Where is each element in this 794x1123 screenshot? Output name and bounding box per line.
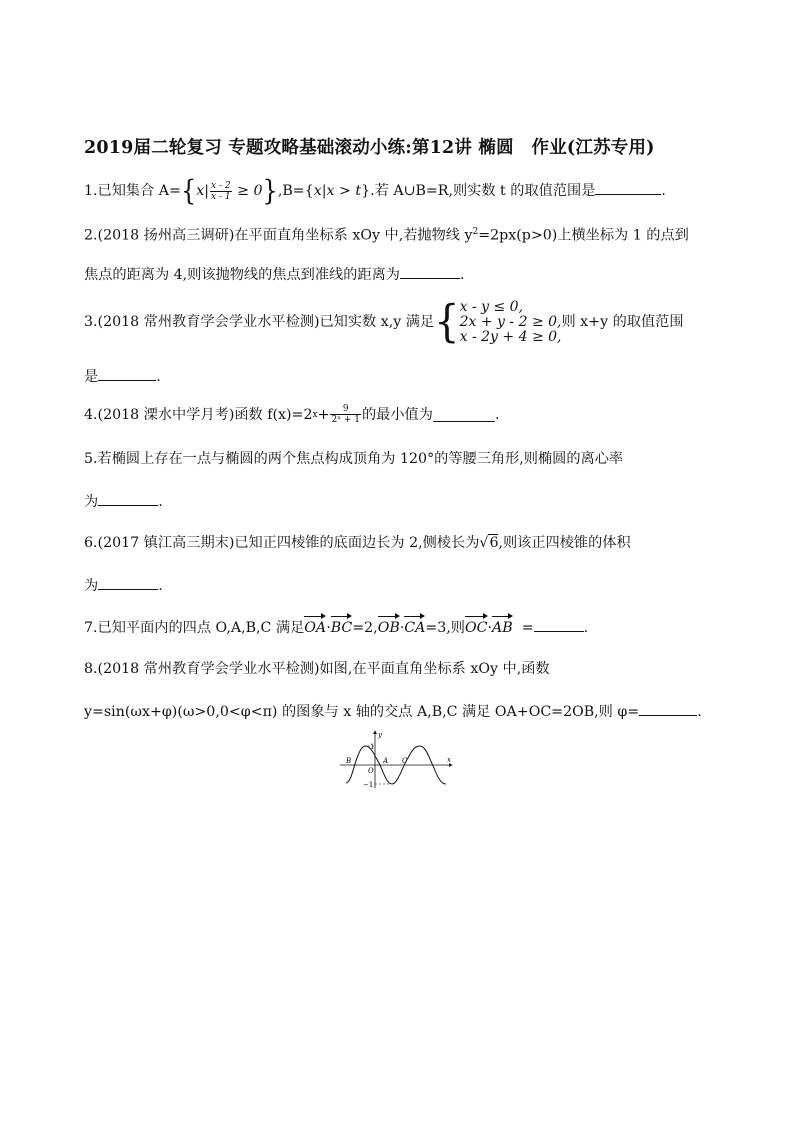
- question-5-cont: [84, 491, 163, 512]
- q3-constraint-2: 2x + y - 2 ≥ 0,: [459, 313, 562, 330]
- q6-radicand: 6: [489, 535, 499, 551]
- question-2-cont: [84, 264, 465, 285]
- dot-2: ·: [399, 620, 405, 636]
- page-title: 2019届二轮复习 专题攻略基础滚动小练:第12讲 椭圆 作业(江苏专用): [84, 138, 655, 158]
- question-6: [84, 533, 631, 553]
- q2-sup: 2: [472, 227, 479, 237]
- vector-bc: BC: [330, 620, 353, 636]
- q7-eq1: =2,: [352, 620, 378, 636]
- label-o: O: [368, 767, 374, 775]
- vector-ab: AB: [492, 620, 513, 636]
- label-minus-one: −1: [363, 781, 374, 789]
- q2-end: .: [460, 267, 465, 283]
- q7-eq2: =3,则: [425, 620, 465, 636]
- q3-end: .: [156, 369, 161, 385]
- q4-sup: x: [312, 409, 318, 420]
- q8-answer-blank[interactable]: [639, 701, 697, 716]
- q1-fraction: [210, 181, 232, 202]
- question-5: [84, 449, 623, 469]
- label-one: 1: [370, 743, 375, 751]
- q7-eq3: =: [521, 620, 534, 636]
- q3-constraint-1: x - y ≤ 0,: [459, 298, 524, 315]
- q1-set-a-var: x: [196, 183, 205, 199]
- label-b: B: [346, 757, 352, 765]
- q4-answer-blank[interactable]: [433, 407, 495, 422]
- q4-prefix: 4.(2018 溧水中学月考)函数 f(x)=2: [84, 406, 313, 423]
- q3-constraint-system: [434, 296, 562, 348]
- q2-answer-blank[interactable]: [400, 264, 460, 279]
- q4-fraction-denominator: 2ˣ + 1: [331, 415, 360, 425]
- q8-line1: 8.(2018 常州教育学会学业水平检测)如图,在平面直角坐标系 xOy 中,函数: [84, 661, 550, 677]
- brace-close: }: [262, 174, 278, 208]
- bar-symbol: |: [204, 183, 210, 199]
- q3-constraint-3: x - 2y + 4 ≥ 0,: [459, 328, 562, 345]
- question-3: [84, 297, 684, 347]
- q1-set-a-tail: ≥ 0: [237, 183, 263, 199]
- q3-answer-blank[interactable]: [98, 366, 156, 381]
- dot-1: ·: [326, 620, 331, 636]
- question-7: [84, 617, 588, 638]
- q1-fraction-numerator: x - 2: [211, 180, 231, 191]
- question-1: 1.已知集合 A={x| $\frac{x - 2}{x - 1}$ ≥ 0},B={x|x > t}.若 A∪B=R,则实数 t 的取值范围是 .: [84, 174, 666, 208]
- q2-line1b: =2px(p>0)上横坐标为 1 的点到: [478, 227, 689, 244]
- q6-line2: 为: [84, 578, 99, 594]
- q4-end: .: [494, 406, 500, 423]
- q4-fraction-numerator: 9: [342, 404, 349, 414]
- vector-oc: OC: [465, 620, 488, 636]
- q8-line2: y=sin(ωx+φ)(ω>0,0<φ<π) 的图象与 x 轴的交点 A,B,C 满足 OA+OC=2OB,则 φ=: [84, 704, 640, 720]
- q1-set-b: x|x > t: [313, 183, 362, 199]
- q5-line1: 5.若椭圆上存在一点与椭圆的两个焦点构成顶角为 120°的等腰三角形,则椭圆的离心率: [84, 451, 624, 467]
- q1-answer-blank[interactable]: [595, 180, 661, 195]
- q4-plus: +: [317, 406, 330, 423]
- q5-answer-blank[interactable]: [98, 491, 158, 506]
- q6-line1a: 6.(2017 镇江高三期末)已知正四棱锥的底面边长为 2,侧棱长为: [84, 535, 480, 551]
- question-2: [84, 222, 689, 246]
- brace-open: {: [180, 174, 197, 208]
- question-8-cont: [84, 701, 702, 722]
- vector-ob: OB: [377, 620, 400, 636]
- question-8: [84, 659, 550, 679]
- vector-ca: CA: [404, 620, 426, 636]
- q5-line2: 为: [84, 494, 99, 510]
- dot-3: ·: [487, 620, 493, 636]
- q6-line1b: ,则该正四棱锥的体积: [498, 535, 631, 551]
- q1-middle: ,B=: [277, 183, 305, 199]
- q2-line2: 焦点的距离为 4,则该抛物线的焦点到准线的距离为: [84, 267, 400, 283]
- question-3-cont: [84, 366, 161, 387]
- x-axis-label: x: [447, 756, 451, 764]
- y-axis-label: y: [378, 731, 382, 739]
- q3-suffix: 则 x+y 的取值范围: [561, 314, 684, 330]
- q4-suffix: 的最小值为: [361, 406, 433, 423]
- q7-prefix: 7.已知平面内的四点 O,A,B,C 满足: [84, 620, 305, 636]
- label-a: A: [383, 757, 389, 765]
- q1-fraction-denominator: x - 1: [211, 191, 231, 202]
- q3-line2: 是: [84, 369, 99, 385]
- sine-graph-figure: [338, 728, 458, 790]
- q1-prefix: 1.已知集合 A=: [84, 183, 181, 199]
- q6-end: .: [158, 578, 163, 594]
- q3-prefix: 3.(2018 常州教育学会学业水平检测)已知实数 x,y 满足: [84, 314, 435, 330]
- q2-line1: 2.(2018 扬州高三调研)在平面直角坐标系 xOy 中,若抛物线 y: [84, 227, 473, 244]
- question-4: [84, 404, 499, 425]
- q1-end: .: [661, 183, 666, 199]
- q5-end: .: [158, 494, 163, 510]
- q7-end: .: [583, 620, 589, 636]
- label-c: C: [402, 757, 408, 765]
- question-6-cont: [84, 575, 163, 596]
- q3-brace: {: [434, 296, 460, 348]
- q4-fraction: [330, 404, 361, 425]
- vector-oa: OA: [304, 620, 327, 636]
- q6-sqrt: √6: [479, 535, 499, 551]
- q7-answer-blank[interactable]: [534, 617, 584, 632]
- q8-end: .: [697, 704, 702, 720]
- q1-suffix: .若 A∪B=R,则实数 t 的取值范围是: [370, 183, 596, 199]
- q6-answer-blank[interactable]: [98, 575, 158, 590]
